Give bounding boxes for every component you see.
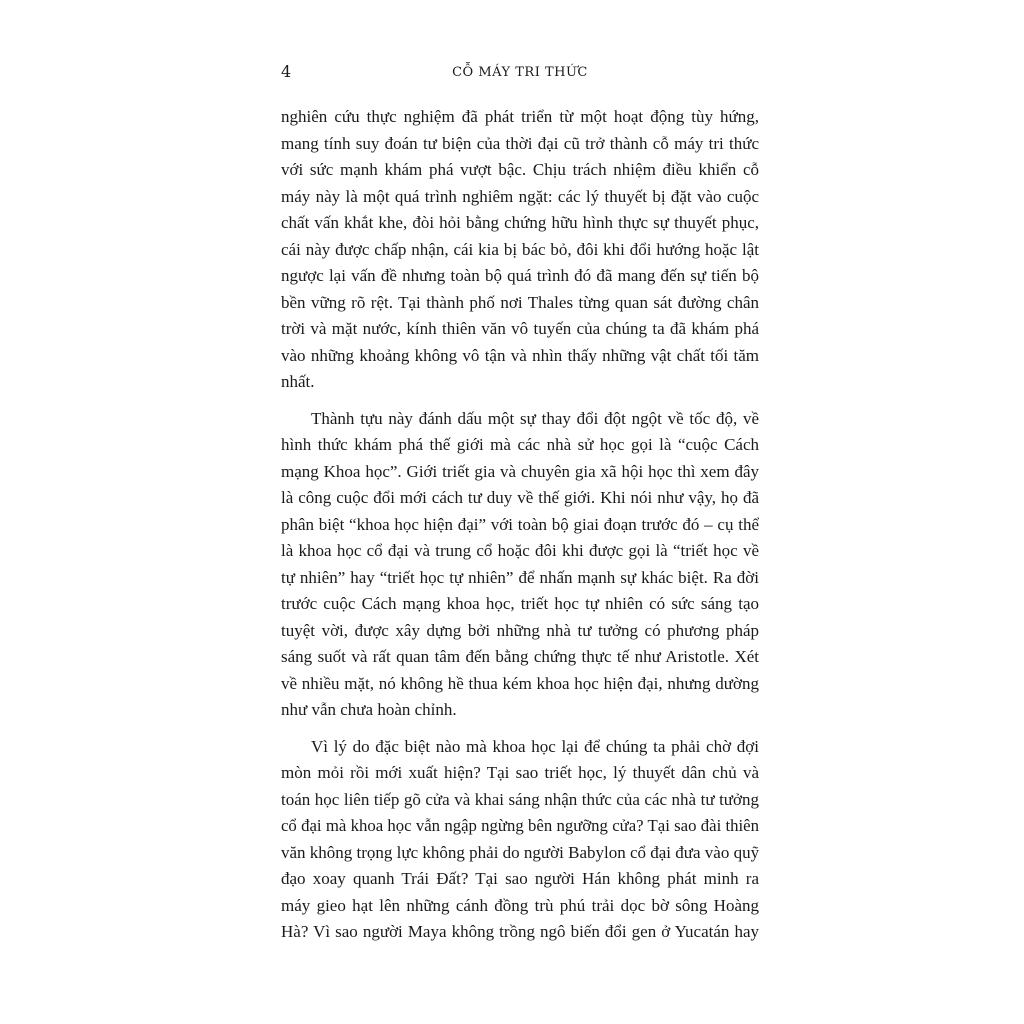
text-line: văn không trọng lực không phải do người Babylon cổ đại đưa vào quỹ xyxy=(281,842,760,862)
text-line: Thành tựu này đánh dấu một sự thay đổi đột ngột về tốc độ, về xyxy=(311,408,759,428)
text-line: máy này là một quá trình nghiêm ngặt: các lý thuyết bị đặt vào cuộc xyxy=(281,186,759,206)
text-line: mạng Khoa học”. Giới triết gia và chuyên gia xã hội học thì xem đây xyxy=(281,461,759,481)
text-line: ngược lại vấn đề nhưng toàn bộ quá trình đó đã mang đến sự tiến bộ xyxy=(281,266,759,285)
text-line: là khoa học cổ đại và trung cổ hoặc đôi khi được gọi là “triết học về xyxy=(281,541,759,560)
text-line: cái này được chấp nhận, cái kia bị bác bỏ, đôi khi đổi hướng hoặc lật xyxy=(281,239,759,259)
text-line: trước cuộc Cách mạng khoa học, triết học tự nhiên có sức sáng tạo xyxy=(281,594,759,613)
text-line: bền vững rõ rệt. Tại thành phố nơi Thales từng quan sát đường chân xyxy=(281,292,759,312)
text-line: máy gieo hạt lên những cánh đồng trù phú trải dọc bờ sông Hoàng xyxy=(281,895,759,915)
text-line: mòn mỏi rồi mới xuất hiện? Tại sao triết học, lý thuyết dân chủ và xyxy=(281,763,759,782)
text-line: sáng suốt và rất quan tâm đến bằng chứng thực tế như Aristotle. Xét xyxy=(281,647,759,666)
text-line: đạo xoay quanh Trái Đất? Tại sao người Hán không phát minh ra xyxy=(281,869,759,888)
text-line: toán học liên tiếp gõ cửa và khai sáng nhận thức của các nhà tư tưởng xyxy=(281,789,759,809)
text-line: trời và mặt nước, kính thiên văn vô tuyến của chúng ta đã khám phá xyxy=(281,319,759,338)
text-line: nghiên cứu thực nghiệm đã phát triển từ một hoạt động tùy hứng, xyxy=(281,107,759,126)
text-line: tự nhiên” hay “triết học tự nhiên” để nhấn mạnh sự khác biệt. Ra đời xyxy=(281,567,759,587)
text-line: tuyệt vời, được xây dựng bởi những nhà tư tưởng có phương pháp xyxy=(281,620,759,640)
text-line: Hà? Vì sao người Maya không trồng ngô biến đổi gen ở Yucatán hay xyxy=(281,922,759,941)
body-text xyxy=(281,104,759,956)
text-line: về nhiều mặt, nó không hề thua kém khoa học hiện đại, nhưng dường xyxy=(281,673,759,693)
paragraph-3 xyxy=(281,734,759,946)
text-line: nhất. xyxy=(281,372,315,391)
page-number: 4 xyxy=(281,62,292,81)
text-line: hình thức khám phá thế giới mà các nhà sử học gọi là “cuộc Cách xyxy=(281,435,759,454)
text-line: vào những khoảng không vô tận và nhìn thấy những vật chất tối tăm xyxy=(281,345,759,365)
text-line: mang tính suy đoán tư biện của thời đại cũ trở thành cỗ máy tri thức xyxy=(281,133,759,153)
text-line: với sức mạnh khám phá vượt bậc. Chịu trách nhiệm điều khiển cỗ xyxy=(281,160,759,179)
text-line: như vẫn chưa hoàn chỉnh. xyxy=(281,700,457,719)
paragraph-1 xyxy=(281,104,759,396)
running-title: CỖ MÁY TRI THỨC xyxy=(452,65,588,80)
text-line: Vì lý do đặc biệt nào mà khoa học lại để chúng ta phải chờ đợi xyxy=(311,736,759,756)
text-line: cổ đại mà khoa học vẫn ngập ngừng bên ngưỡng cửa? Tại sao đài thiên xyxy=(281,816,759,835)
text-line: phân biệt “khoa học hiện đại” với toàn bộ giai đoạn trước đó – cụ thể xyxy=(281,514,759,534)
text-line: chất vấn khắt khe, đòi hỏi bằng chứng hữu hình thực sự thuyết phục, xyxy=(281,213,759,232)
paragraph-2 xyxy=(281,406,759,724)
text-line: là công cuộc đổi mới cách tư duy về thế giới. Khi nói như vậy, họ đã xyxy=(281,488,759,507)
